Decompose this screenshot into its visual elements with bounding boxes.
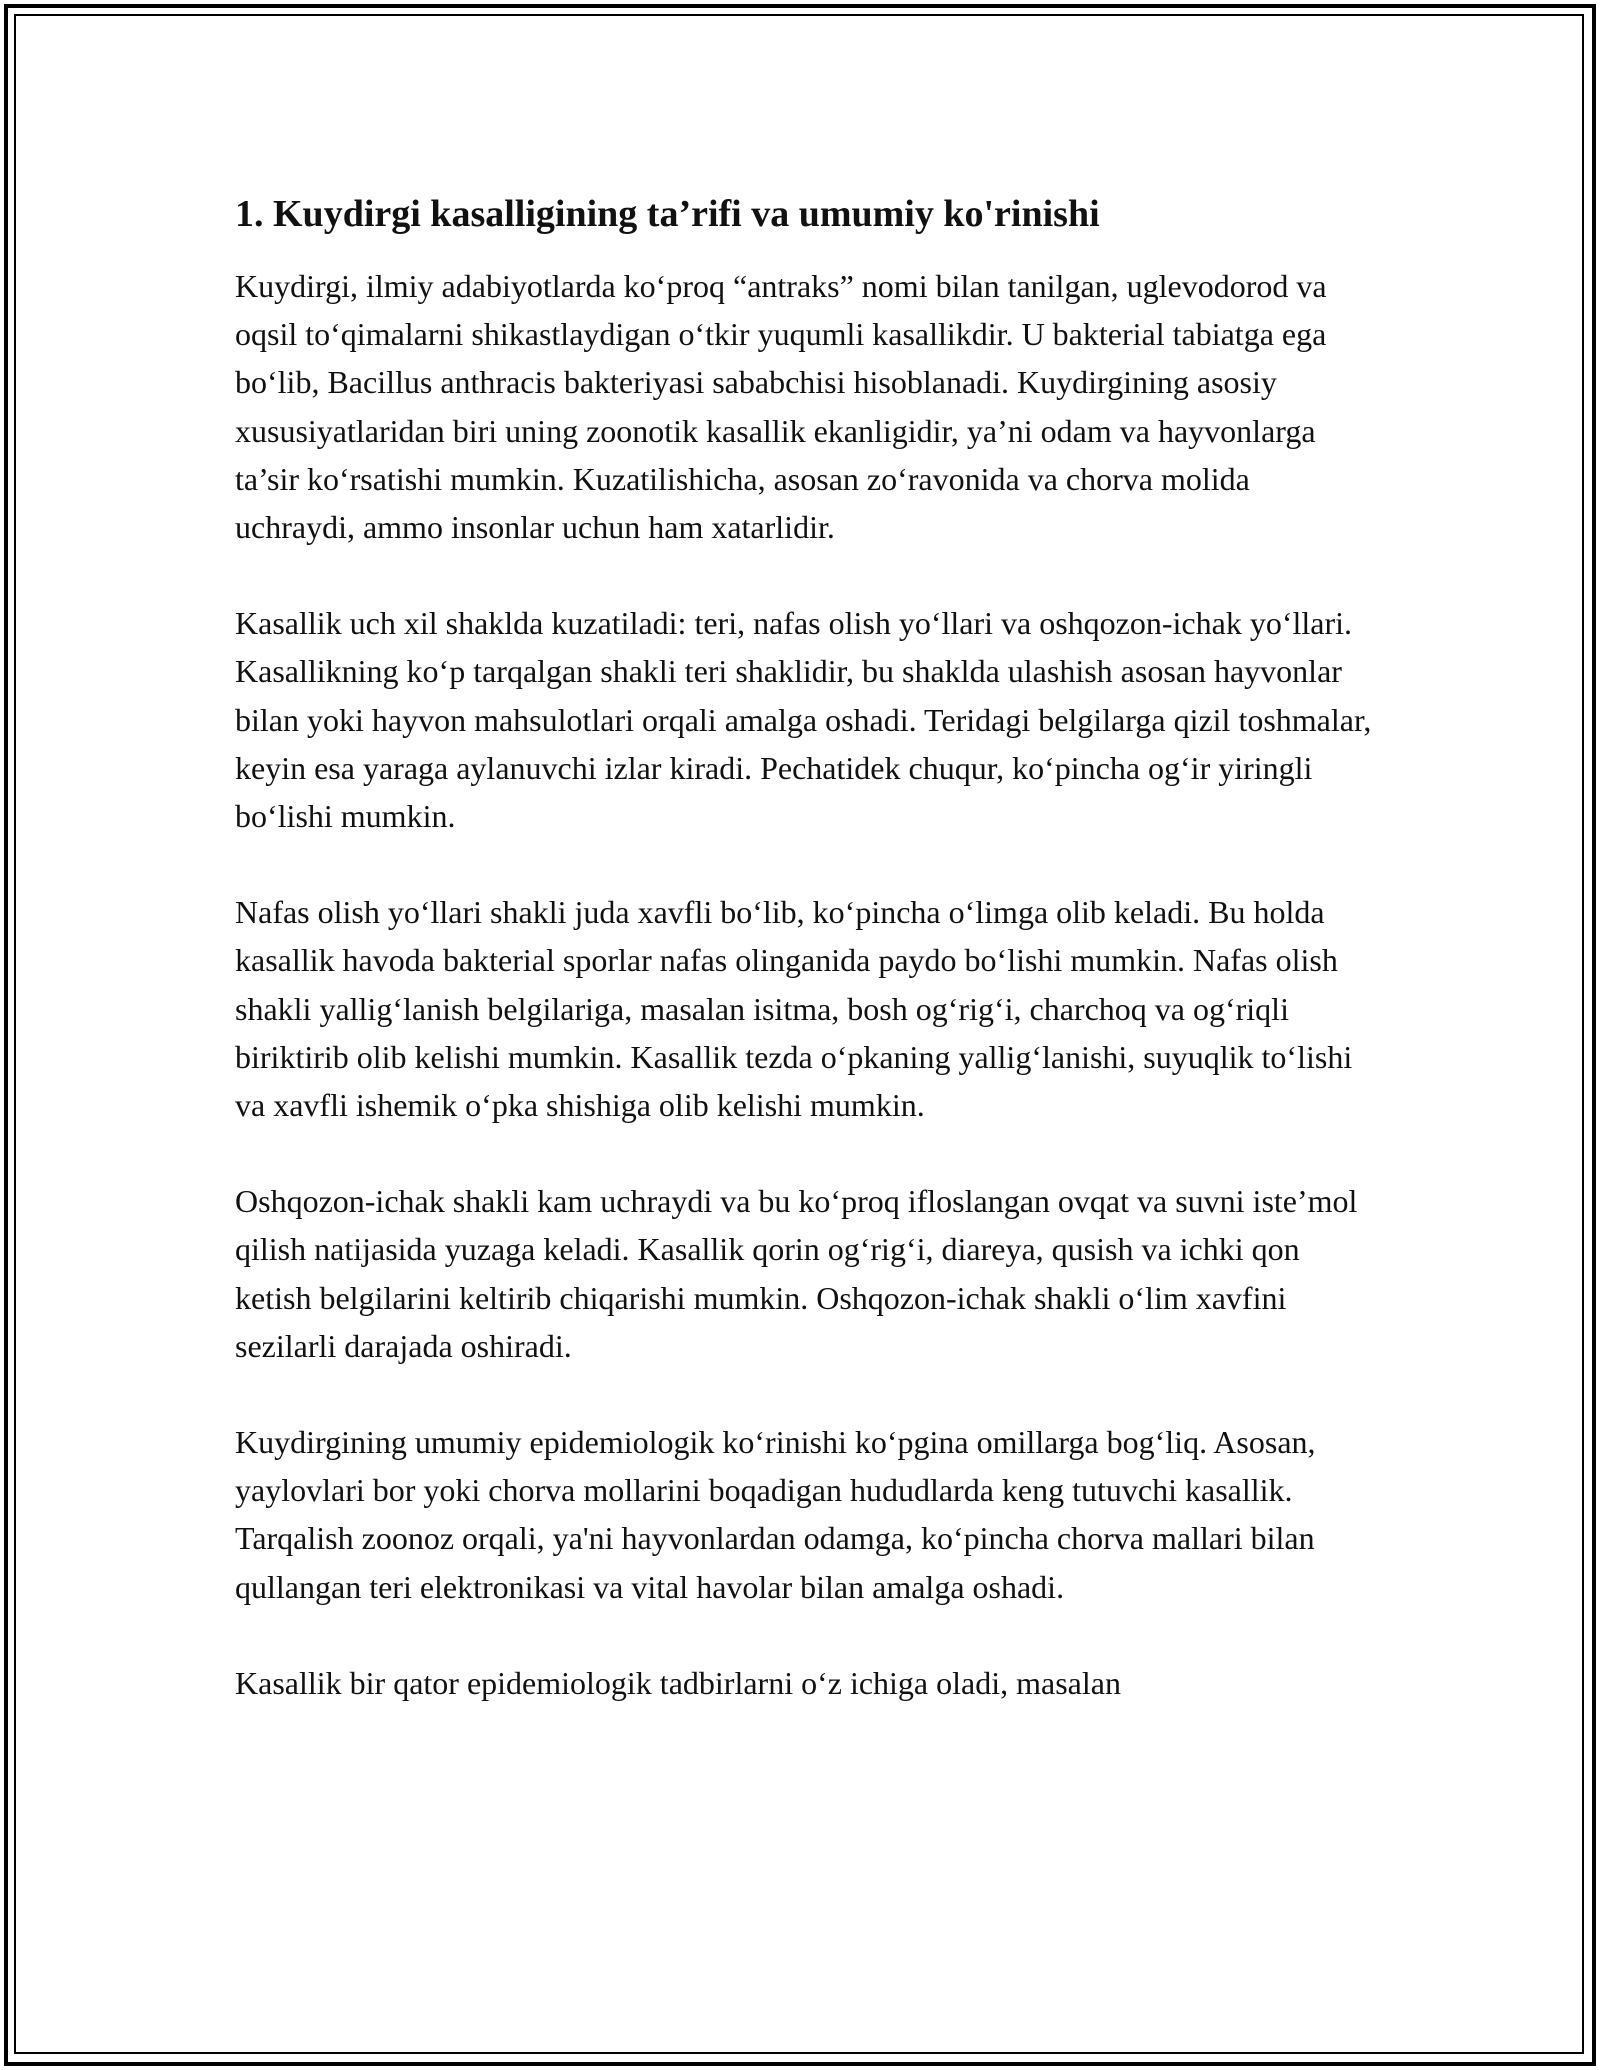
paragraph-gastrointestinal: Oshqozon-ichak shakli kam uchraydi va bu koʻproq ifloslangan ovqat va suvni iste’mol qilish natijasida yuzaga keladi. Kasallik qorin ogʻrigʻi, diareya, qusish va ichki qon ketish belgilarini keltirib chiqarishi mumkin. Oshqozon-ichak shakli oʻlim xavfini sezilarli darajada oshiradi. <box>235 1183 1358 1364</box>
section-heading: 1. Kuydirgi kasalligining ta’rifi va umumiy ko'rinishi <box>235 193 1100 235</box>
paragraph-measures: Kasallik bir qator epidemiologik tadbirlarni oʻz ichiga oladi, masalan <box>235 1664 1121 1701</box>
paragraph-respiratory: Nafas olish yoʻllari shakli juda xavfli boʻlib, koʻpincha oʻlimga olib keladi. Bu holda kasallik havoda bakterial sporlar nafas olinganida paydo boʻlishi mumkin. Nafas olish shakli yalligʻlanish belgilariga, masalan isitma, bosh ogʻrigʻi, charchoq va ogʻriqli biriktirib olib kelishi mumkin. Kasallik tezda oʻpkaning yalligʻlanishi, suyuqlik toʻlishi va xavfli ishemik oʻpka shishiga olib kelishi mumkin. <box>235 894 1353 1124</box>
paragraph-forms: Kasallik uch xil shaklda kuzatiladi: teri, nafas olish yoʻllari va oshqozon-ichak yoʻllari. Kasallikning koʻp tarqalgan shakli teri shaklidir, bu shaklda ulashish asosan hayvonlar bilan yoki hayvon mahsulotlari orqali amalga oshadi. Teridagi belgilarga qizil toshmalar, keyin esa yaraga aylanuvchi izlar kiradi. Pechatidek chuqur, koʻpincha ogʻir yiringli boʻlishi mumkin. <box>235 605 1372 835</box>
paragraph-epidemiology: Kuydirgining umumiy epidemiologik koʻrinishi koʻpgina omillarga bogʻliq. Asosan, yaylovlari bor yoki chorva mollarini boqadigan hududlarda keng tutuvchi kasallik. Tarqalish zoonoz orqali, ya'ni hayvonlardan odamga, koʻpincha chorva mallari bilan qullangan teri elektronikasi va vital havolar bilan amalga oshadi. <box>235 1424 1316 1605</box>
paragraph-definition: Kuydirgi, ilmiy adabiyotlarda koʻproq “antraks” nomi bilan tanilgan, uglevodorod va oqsil toʻqimalarni shikastlaydigan oʻtkir yuqumli kasallikdir. U bakterial tabiatga ega boʻlib, Bacillus anthracis bakteriyasi sababchisi hisoblanadi. Kuydirgining asosiy xususiyatlaridan biri uning zoonotik kasallik ekanligidir, ya’ni odam va hayvonlarga ta’sir koʻrsatishi mumkin. Kuzatilishicha, asosan zoʻravonida va chorva molida uchraydi, ammo insonlar uchun ham xatarlidir. <box>235 268 1327 546</box>
document-body <box>235 186 1375 1755</box>
